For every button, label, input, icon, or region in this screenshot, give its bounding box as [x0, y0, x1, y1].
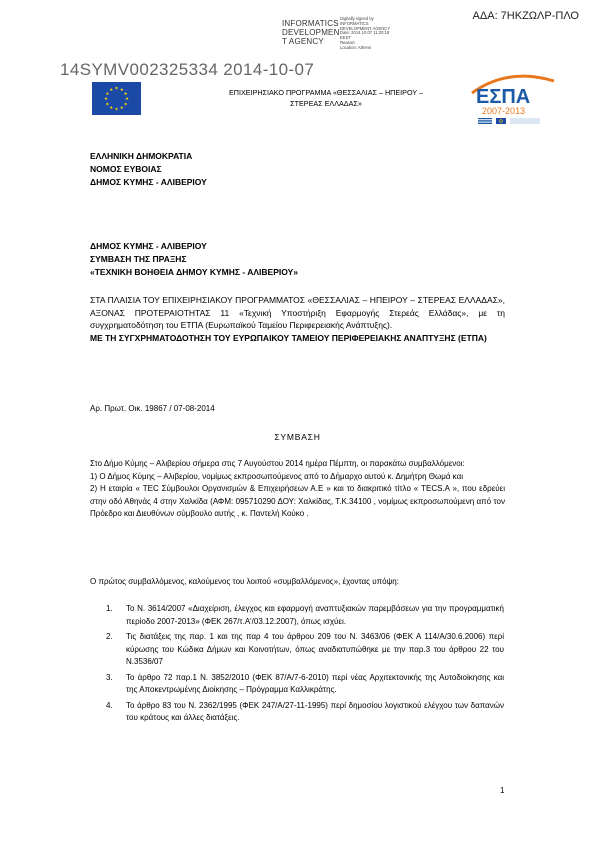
- list-item-text: Το άρθρο 72 παρ.1 Ν. 3852/2010 (ΦΕΚ 87/Α/7-6-2010) περί νέας Αρχιτεκτονικής της Αυτοδιοίκησης και της Αποκεντρωμένης Διοίκησης – Πρόγραμμα Καλλικράτης.: [126, 672, 504, 694]
- authority-header: [90, 150, 207, 189]
- greek-flag-icon: [478, 118, 492, 124]
- partner-logo-icon: [510, 118, 540, 124]
- programme-title: [206, 87, 446, 109]
- list-item-text: Τις διατάξεις της παρ. 1 και της παρ 4 του άρθρου 209 του Ν. 3463/06 (ΦΕΚ Α 114/Α/30.6.2006) περί κύρωσης του Κώδικα Δήμων και Κοινοτήτων, όπως αναδιατυπώθηκε με την παρ.3 του άρθρου 22 του Ν.3536/07: [126, 632, 504, 666]
- eu-star-icon: ★: [119, 87, 124, 93]
- sig-detail: Reason:: [340, 39, 356, 45]
- considerations-list: [106, 603, 504, 728]
- list-item-text: Το άρθρο 83 του Ν. 2362/1995 (ΦΕΚ 247/Α/27-11-1995) περί δημοσίου λογιστικού ελέγχου των δαπανών του κράτους και άλλες διατάξεις.: [126, 700, 504, 722]
- sig-line: INFORMATICS: [282, 19, 339, 28]
- eu-star-icon: ★: [105, 90, 110, 96]
- list-item-number: 1.: [106, 604, 113, 613]
- authority-line: ΔΗΜΟΣ ΚΥΜΗΣ - ΑΛΙΒΕΡΙΟΥ: [90, 177, 207, 187]
- eu-star-icon: ★: [123, 90, 128, 96]
- sig-detail: Date: 2014.10.07 11:20:18: [340, 30, 390, 36]
- ada-code: ΑΔΑ: 7ΗΚΖΩΛΡ-ΠΛΟ: [472, 10, 579, 22]
- sig-detail: Digitally signed by: [340, 16, 374, 21]
- contract-header: [90, 240, 298, 279]
- programme-line: ΣΤΕΡΕΑΣ ΕΛΛΑΔΑΣ»: [290, 99, 362, 108]
- eu-star-icon: ★: [114, 106, 119, 112]
- page-number: 1: [500, 786, 505, 795]
- programme-line: ΕΠΙΧΕΙΡΗΣΙΑΚΟ ΠΡΟΓΡΑΜΜΑ «ΘΕΣΣΑΛΙΑΣ – ΗΠΕΙΡΟΥ –: [229, 88, 423, 97]
- considerations-lead: Ο πρώτος συμβαλλόμενος, καλούμενος του λοιπού «συμβαλλόμενος», έχοντας υπόψη:: [90, 577, 399, 586]
- digital-signature-details: [340, 17, 404, 51]
- list-item-number: 4.: [106, 700, 113, 710]
- list-item: [106, 631, 504, 669]
- espa-logo: [468, 73, 558, 125]
- protocol-number: Αρ. Πρωτ. Οικ. 19867 / 07-08-2014: [90, 404, 215, 413]
- espa-logo-years: 2007-2013: [482, 106, 526, 116]
- eu-star-icon: ★: [109, 105, 114, 111]
- eu-star-icon: ★: [103, 96, 109, 102]
- contract-header-line: ΣΥΜΒΑΣΗ ΤΗΣ ΠΡΑΞΗΣ: [90, 254, 187, 264]
- contract-header-line: «ΤΕΧΝΙΚΗ ΒΟΗΘΕΙΑ ΔΗΜΟΥ ΚΥΜΗΣ - ΑΛΙΒΕΡΙΟΥ»: [90, 267, 298, 277]
- body-paragraph: 2) Η εταιρία « ΤΕC Σύμβουλοι Οργανισμών & Επιχειρήσεων Α.Ε » και το διακριτικό τίτλο « TECS.A », που εδρεύει στην οδό Αθηνάς 4 στην Χαλκίδα (ΑΦΜ: 095710290 ΔΟΥ: Χαλκίδας, Τ.Κ.34100 , νομίμως εκπροσωπούμενη από τον Πρόεδρο και Διευθύνων σύμβουλο αυτής , κ. Παντελή Κούκο .: [90, 484, 505, 518]
- eu-star-icon: ★: [109, 87, 114, 93]
- registration-number: 14SYMV002325334 2014-10-07: [60, 60, 315, 79]
- sig-line: T AGENCY: [282, 37, 324, 46]
- eu-small-flag-icon: [496, 118, 506, 124]
- list-item-number: 3.: [106, 672, 113, 682]
- list-item-text: Το Ν. 3614/2007 «Διαχείριση, έλεγχος και εφαρμογή αναπτυξιακών παρεμβάσεων για την προγραμματική περίοδο 2007-2013» (ΦΕΚ 267/τ.Α'/03.12.2007), όπως ισχύει.: [126, 604, 504, 626]
- body-paragraph: 1) Ο Δήμος Κύμης – Αλιβερίου, νομίμως εκπροσωπούμενος από το Δήμαρχο αυτού κ. Δημήτρη Θωμά και: [90, 471, 463, 481]
- framework-statement: [90, 294, 505, 344]
- sig-detail: DEVELOPMENT AGENCY: [340, 25, 391, 31]
- sig-line: DEVELOPMEN: [282, 28, 340, 37]
- list-item: [106, 603, 504, 628]
- eu-star-icon: ★: [123, 101, 128, 107]
- eu-flag-logo: [92, 82, 141, 115]
- framework-text: ΣΤΑ ΠΛΑΙΣΙΑ ΤΟΥ ΕΠΙΧΕΙΡΗΣΙΑΚΟΥ ΠΡΟΓΡΑΜΜΑΤΟΣ «ΘΕΣΣΑΛΙΑΣ – ΗΠΕΙΡΟΥ – ΣΤΕΡΕΑΣ ΕΛΛΑΔΑΣ», ΑΞΟΝΑΣ ΠΡΟΤΕΡΑΙΟΤΗΤΑΣ 11 «Τεχνική Υποστήριξη Εφαρμογής Στερεάς Ελλάδας», με τη συγχρηματοδότηση του ΕΤΠΑ (Ευρωπαϊκού Ταμείου Περιφερειακής Ανάπτυξης).: [90, 295, 505, 330]
- eu-star-icon: ★: [114, 85, 119, 91]
- eu-star-icon: ★: [124, 96, 130, 102]
- sig-detail: EEST: [340, 35, 351, 41]
- authority-line: ΕΛΛΗΝΙΚΗ ΔΗΜΟΚΡΑΤΙΑ: [90, 151, 193, 161]
- document-title: ΣΥΜΒΑΣΗ: [274, 432, 321, 442]
- list-item: [106, 700, 504, 725]
- contract-header-line: ΔΗΜΟΣ ΚΥΜΗΣ - ΑΛΙΒΕΡΙΟΥ: [90, 241, 207, 251]
- parties-section: [90, 458, 505, 521]
- eu-star-icon: ★: [105, 101, 110, 107]
- list-item: [106, 672, 504, 697]
- body-paragraph: Στο Δήμο Κύμης – Αλιβερίου σήμερα στις 7 Αυγούστου 2014 ημέρα Πέμπτη, οι παρακάτω συμβαλλόμενοι:: [90, 459, 465, 468]
- list-item-number: 2.: [106, 632, 113, 641]
- framework-cofunding: ΜΕ ΤΗ ΣΥΓΧΡΗΜΑΤΟΔΟΤΗΣΗ ΤΟΥ ΕΥΡΩΠΑΙΚΟΥ ΤΑΜΕΙΟΥ ΠΕΡΙΦΕΡΕΙΑΚΗΣ ΑΝΑΠΤΥΞΗΣ (ΕΤΠΑ): [90, 332, 487, 343]
- sig-detail: Location: Athens: [340, 44, 371, 50]
- eu-star-icon: ★: [119, 105, 124, 111]
- espa-logo-name: ΕΣΠΑ: [476, 86, 531, 108]
- sig-detail: INFORMATICS: [340, 20, 369, 26]
- authority-line: ΝΟΜΟΣ ΕΥΒΟΙΑΣ: [90, 164, 162, 174]
